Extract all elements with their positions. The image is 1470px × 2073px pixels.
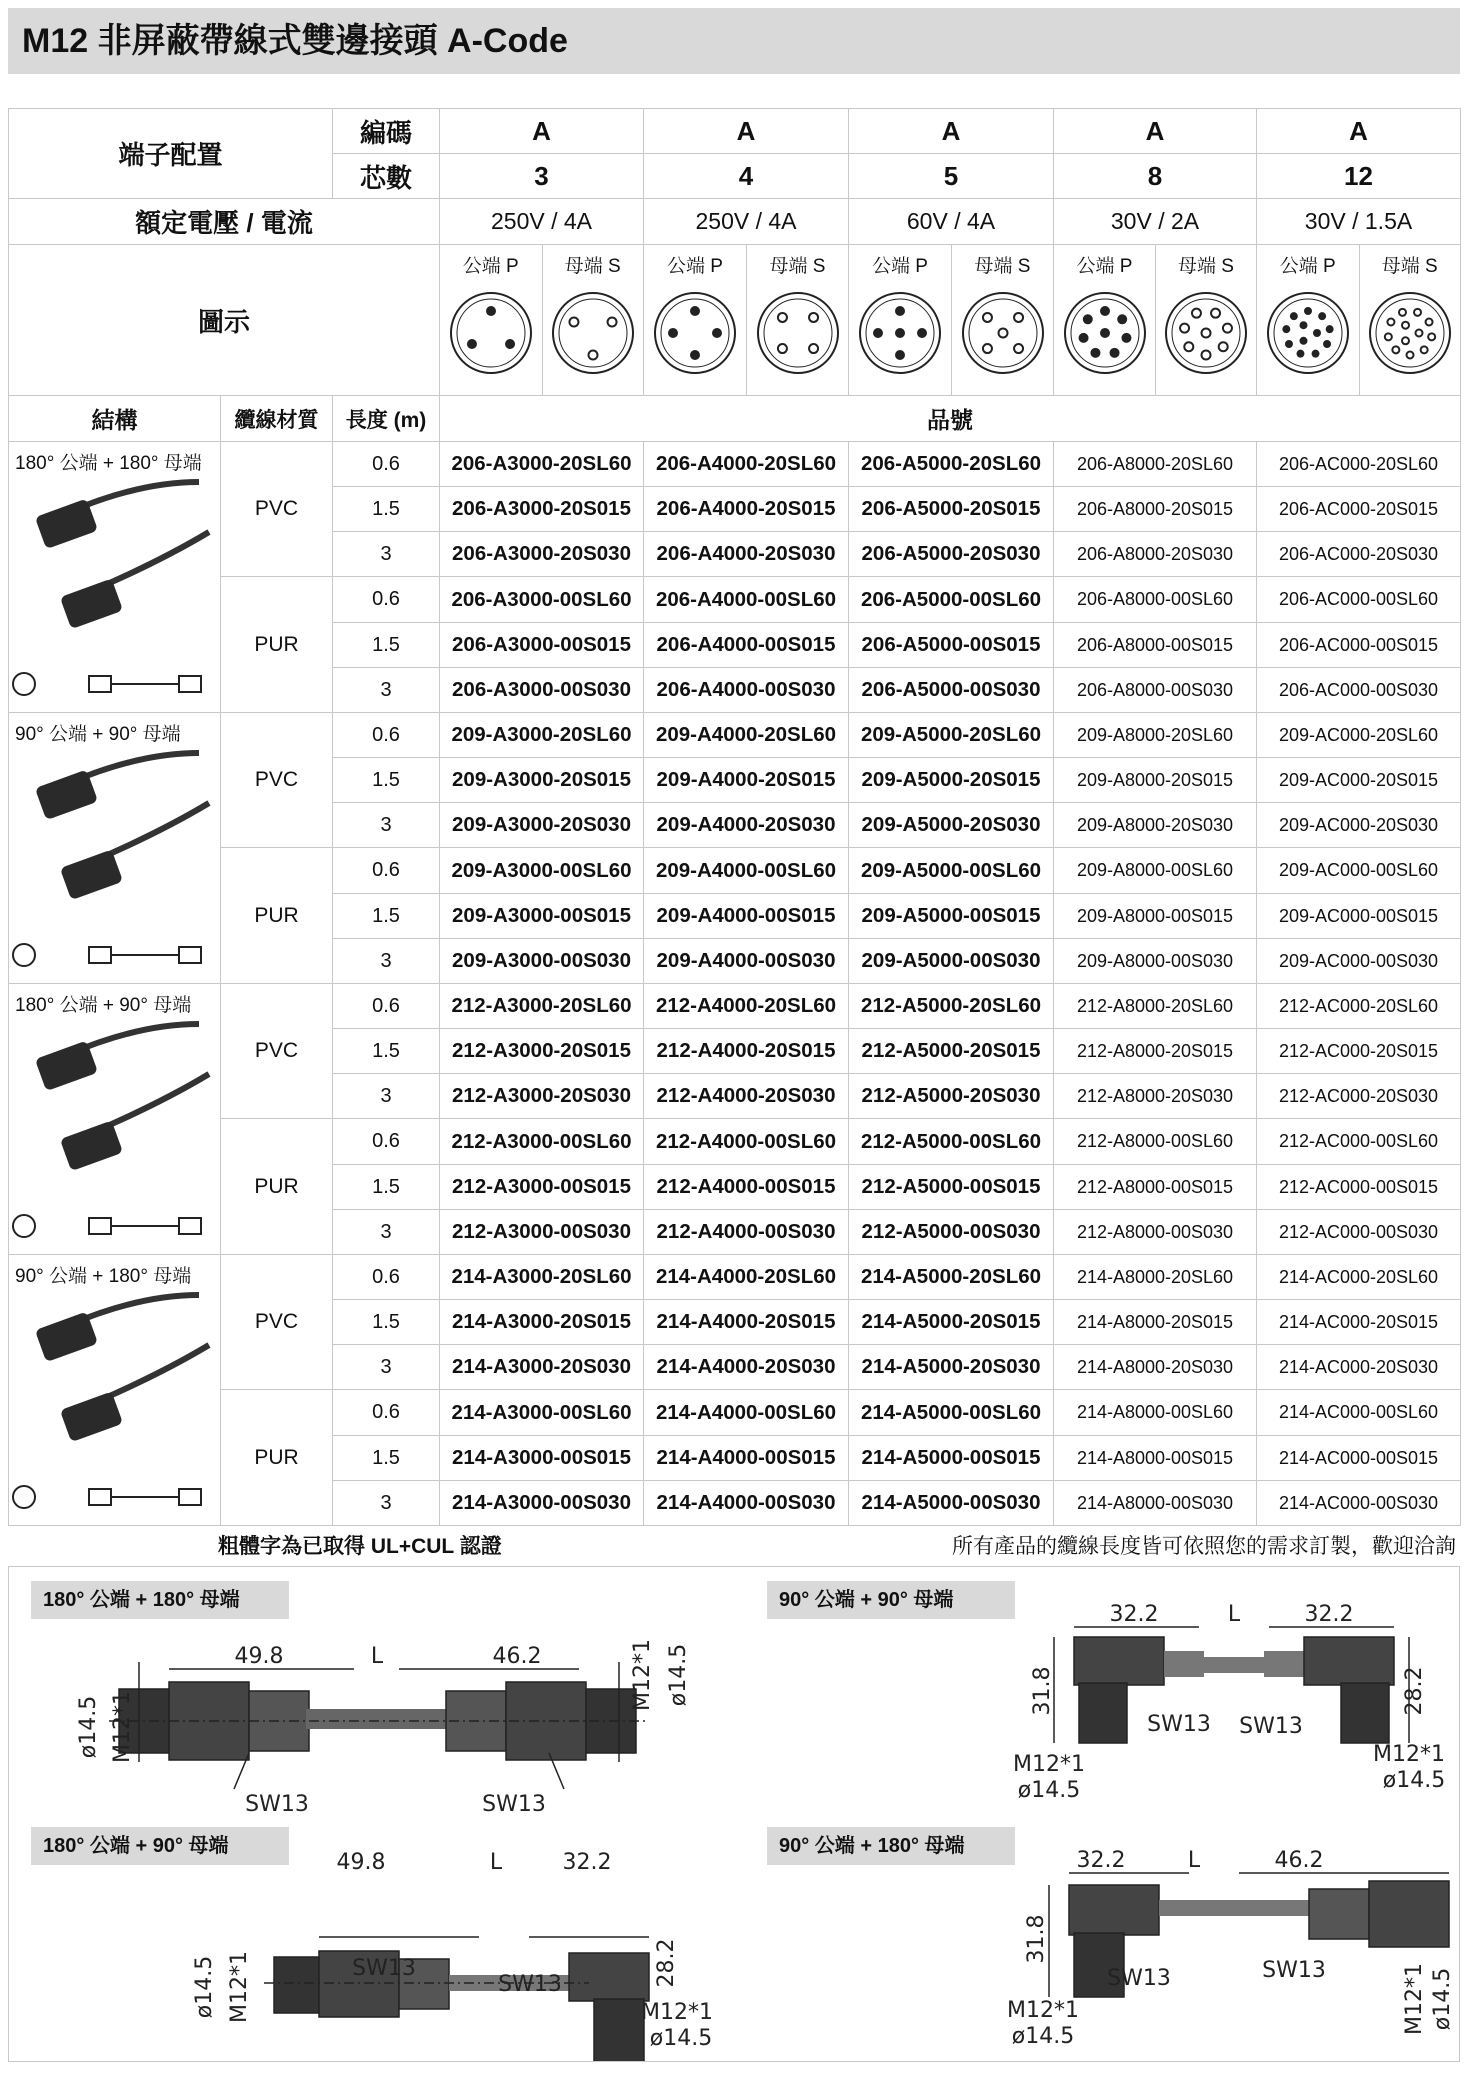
structure-cell: [9, 1255, 221, 1526]
cable-label: 纜線材質: [221, 396, 333, 442]
material-cell: PUR: [221, 1390, 333, 1526]
part-number-cell: 209-A3000-20S015: [440, 758, 644, 803]
structure-cell: [9, 713, 221, 984]
female-label: 母端 S: [974, 256, 1031, 277]
dim-text: 28.2: [1402, 1666, 1427, 1716]
length-cell: 0.6: [333, 713, 440, 758]
dim-text: SW13: [1262, 1958, 1326, 1983]
part-number-cell: 212-A8000-20SL60: [1054, 984, 1257, 1029]
custom-length-note: 所有產品的纜線長度皆可依照您的需求訂製，歡迎洽詢: [952, 1535, 1456, 1558]
pin-figure-cell: [440, 245, 644, 396]
part-number-cell: 212-AC000-00SL60: [1257, 1119, 1461, 1165]
part-number-cell: 209-A3000-20SL60: [440, 713, 644, 758]
part-number-cell: 214-A3000-20SL60: [440, 1255, 644, 1300]
dim-text: ø14.5: [1382, 1768, 1446, 1793]
part-number-cell: 214-A5000-20SL60: [849, 1255, 1054, 1300]
dim-text: L: [370, 1644, 384, 1669]
dimension-svg: [9, 1567, 1459, 2061]
length-cell: 0.6: [333, 442, 440, 487]
part-number-cell: 212-A4000-00S030: [644, 1210, 849, 1255]
table-row: [9, 713, 1461, 758]
part-number-cell: 209-A8000-00SL60: [1054, 848, 1257, 894]
table-row: [9, 1390, 1461, 1436]
cores-value: 8: [1054, 154, 1257, 199]
part-number-cell: 214-A3000-00SL60: [440, 1390, 644, 1436]
table-row: [9, 442, 1461, 487]
dim-text: L: [489, 1850, 503, 1875]
part-number-cell: 209-AC000-00S015: [1257, 894, 1461, 939]
dim-text: SW13: [352, 1956, 416, 1981]
male-pin-icon: [855, 288, 945, 378]
cable-assembly-icon: [9, 442, 219, 712]
length-cell: 1.5: [333, 894, 440, 939]
part-number-cell: 212-A3000-20SL60: [440, 984, 644, 1029]
part-number-cell: 206-A4000-20S015: [644, 487, 849, 532]
cores-value: 3: [440, 154, 644, 199]
part-number-cell: 206-A8000-20SL60: [1054, 442, 1257, 487]
part-number-cell: 214-A4000-20SL60: [644, 1255, 849, 1300]
female-pin-icon: [548, 288, 638, 378]
part-number-cell: 212-A3000-00S030: [440, 1210, 644, 1255]
part-number-cell: 206-A8000-00S015: [1054, 623, 1257, 668]
drawing-label: 90° 公端 + 180° 母端: [767, 1827, 1015, 1865]
male-pin-icon: [446, 288, 536, 378]
length-cell: 1.5: [333, 758, 440, 803]
part-number-cell: 206-A3000-20S030: [440, 532, 644, 577]
part-number-cell: 214-A3000-00S015: [440, 1436, 644, 1481]
part-number-cell: 212-A3000-00S015: [440, 1165, 644, 1210]
part-number-cell: 214-AC000-20S030: [1257, 1345, 1461, 1390]
drawing-label: 180° 公端 + 90° 母端: [31, 1827, 289, 1865]
part-number-cell: 212-A8000-00S030: [1054, 1210, 1257, 1255]
pin-config-label: 端子配置: [9, 109, 333, 199]
part-number-cell: 212-A5000-20S030: [849, 1074, 1054, 1119]
pin-figure-cell: [1257, 245, 1461, 396]
part-number-cell: 214-A5000-20S030: [849, 1345, 1054, 1390]
dim-text: L: [1227, 1602, 1241, 1627]
cores-value: 12: [1257, 154, 1461, 199]
cores-value: 5: [849, 154, 1054, 199]
female-label: 母端 S: [1178, 256, 1234, 277]
dimension-drawings: [8, 1566, 1460, 2062]
part-number-cell: 209-A8000-00S030: [1054, 939, 1257, 984]
female-label: 母端 S: [564, 256, 621, 277]
structure-label: 結構: [9, 396, 221, 442]
part-number-cell: 212-A3000-00SL60: [440, 1119, 644, 1165]
length-cell: 1.5: [333, 487, 440, 532]
part-number-cell: 209-AC000-20SL60: [1257, 713, 1461, 758]
female-pin-icon: [1365, 288, 1455, 378]
female-label: 母端 S: [769, 256, 826, 277]
male-label: 公端 P: [462, 256, 519, 277]
dim-text: M12*1: [1373, 1742, 1445, 1767]
structure-label: 90° 公端 + 90° 母端: [15, 724, 181, 745]
length-cell: 3: [333, 532, 440, 577]
part-number-cell: 209-A4000-00S030: [644, 939, 849, 984]
part-number-cell: 209-AC000-00SL60: [1257, 848, 1461, 894]
part-number-cell: 209-A8000-20S015: [1054, 758, 1257, 803]
code-value: A: [440, 109, 644, 154]
code-value: A: [1257, 109, 1461, 154]
part-number-cell: 206-A5000-20S015: [849, 487, 1054, 532]
cable-assembly-icon: [9, 713, 219, 983]
part-number-cell: 206-A8000-20S030: [1054, 532, 1257, 577]
length-cell: 3: [333, 939, 440, 984]
part-number-cell: 212-A5000-20SL60: [849, 984, 1054, 1029]
part-number-cell: 212-A5000-20S015: [849, 1029, 1054, 1074]
part-number-cell: 214-AC000-00S030: [1257, 1481, 1461, 1526]
part-number-cell: 214-A5000-00SL60: [849, 1390, 1054, 1436]
dim-text: M12*1: [1007, 1998, 1079, 2023]
part-number-cell: 209-A3000-20S030: [440, 803, 644, 848]
rating-value: 250V / 4A: [644, 199, 849, 245]
length-cell: 3: [333, 1210, 440, 1255]
male-pin-icon: [1060, 288, 1150, 378]
dim-text: M12*1: [227, 1951, 252, 2023]
part-number-cell: 214-A8000-20S030: [1054, 1345, 1257, 1390]
part-number-cell: 206-A8000-00SL60: [1054, 577, 1257, 623]
part-number-cell: 212-A4000-00S015: [644, 1165, 849, 1210]
part-number-cell: 209-A8000-00S015: [1054, 894, 1257, 939]
part-number-cell: 206-A5000-00S030: [849, 668, 1054, 713]
part-number-cell: 209-A5000-20S030: [849, 803, 1054, 848]
drawing-straight-right: [264, 1937, 649, 2061]
table-row: [9, 1255, 1461, 1300]
part-number-cell: 214-A8000-00SL60: [1054, 1390, 1257, 1436]
part-number-cell: 214-A8000-20S015: [1054, 1300, 1257, 1345]
part-number-cell: 209-A8000-20SL60: [1054, 713, 1257, 758]
drawing-straight-straight: [109, 1662, 649, 1789]
code-value: A: [1054, 109, 1257, 154]
dim-text: SW13: [245, 1792, 309, 1817]
dim-text: ø14.5: [649, 2026, 713, 2051]
structure-label: 180° 公端 + 90° 母端: [15, 995, 192, 1016]
part-number-cell: 209-A3000-00S030: [440, 939, 644, 984]
part-number-cell: 212-AC000-00S030: [1257, 1210, 1461, 1255]
dim-text: 46.2: [1274, 1848, 1324, 1873]
dim-text: ø14.5: [666, 1643, 691, 1707]
part-number-cell: 206-A8000-20S015: [1054, 487, 1257, 532]
figure-label: 圖示: [9, 245, 440, 396]
material-cell: PVC: [221, 984, 333, 1119]
part-number-cell: 209-A5000-00S015: [849, 894, 1054, 939]
part-number-cell: 212-A8000-00SL60: [1054, 1119, 1257, 1165]
dim-text: 32.2: [1109, 1602, 1159, 1627]
dim-text: 49.8: [336, 1850, 386, 1875]
female-label: 母端 S: [1381, 256, 1438, 277]
dim-text: 32.2: [562, 1850, 612, 1875]
part-number-cell: 212-A4000-20S015: [644, 1029, 849, 1074]
male-pin-icon: [650, 288, 740, 378]
part-number-cell: 214-AC000-00S015: [1257, 1436, 1461, 1481]
part-number-cell: 209-A5000-00SL60: [849, 848, 1054, 894]
part-number-cell: 209-A4000-20S030: [644, 803, 849, 848]
dim-text: 32.2: [1076, 1848, 1126, 1873]
part-number-cell: 212-A8000-20S015: [1054, 1029, 1257, 1074]
part-number-cell: 206-AC000-00S015: [1257, 623, 1461, 668]
pin-figure-cell: [1054, 245, 1257, 396]
cores-value: 4: [644, 154, 849, 199]
part-number-cell: 214-A8000-00S015: [1054, 1436, 1257, 1481]
material-cell: PUR: [221, 577, 333, 713]
part-number-cell: 209-AC000-20S030: [1257, 803, 1461, 848]
table-row: [9, 848, 1461, 894]
cable-assembly-icon: [9, 1255, 219, 1525]
part-number-cell: 212-A3000-20S030: [440, 1074, 644, 1119]
part-number-cell: 214-A4000-00S030: [644, 1481, 849, 1526]
female-pin-icon: [753, 288, 843, 378]
male-pin-icon: [1263, 288, 1353, 378]
part-number-cell: 209-A3000-00S015: [440, 894, 644, 939]
length-cell: 0.6: [333, 984, 440, 1029]
part-number-cell: 209-A4000-00SL60: [644, 848, 849, 894]
dim-text: 46.2: [492, 1644, 542, 1669]
length-cell: 0.6: [333, 848, 440, 894]
dim-text: 28.2: [654, 1938, 679, 1988]
part-number-cell: 206-AC000-20S030: [1257, 532, 1461, 577]
part-number-cell: 209-A5000-20SL60: [849, 713, 1054, 758]
part-number-cell: 206-AC000-20S015: [1257, 487, 1461, 532]
structure-label: 90° 公端 + 180° 母端: [15, 1266, 192, 1287]
length-cell: 1.5: [333, 1165, 440, 1210]
length-cell: 1.5: [333, 1029, 440, 1074]
dim-text: M12*1: [110, 1691, 135, 1763]
part-number-cell: 212-A4000-20S030: [644, 1074, 849, 1119]
part-number-cell: 214-A3000-00S030: [440, 1481, 644, 1526]
part-number-cell: 214-A5000-00S015: [849, 1436, 1054, 1481]
part-number-cell: 214-AC000-20SL60: [1257, 1255, 1461, 1300]
part-number-cell: 206-A3000-20SL60: [440, 442, 644, 487]
part-number-cell: 214-A4000-00S015: [644, 1436, 849, 1481]
part-number-cell: 212-AC000-20SL60: [1257, 984, 1461, 1029]
length-cell: 1.5: [333, 1300, 440, 1345]
male-label: 公端 P: [872, 256, 928, 277]
rated-label: 額定電壓 / 電流: [9, 199, 440, 245]
length-cell: 1.5: [333, 623, 440, 668]
length-cell: 3: [333, 803, 440, 848]
female-pin-icon: [1161, 288, 1251, 378]
part-number-cell: 214-AC000-00SL60: [1257, 1390, 1461, 1436]
part-number-cell: 209-A5000-20S015: [849, 758, 1054, 803]
part-number-cell: 214-A8000-20SL60: [1054, 1255, 1257, 1300]
rating-value: 250V / 4A: [440, 199, 644, 245]
length-cell: 3: [333, 668, 440, 713]
part-number-cell: 214-A4000-20S030: [644, 1345, 849, 1390]
length-cell: 3: [333, 1481, 440, 1526]
male-label: 公端 P: [667, 256, 723, 277]
part-number-cell: 214-A5000-20S015: [849, 1300, 1054, 1345]
part-number-cell: 206-AC000-00SL60: [1257, 577, 1461, 623]
part-number-cell: 214-A8000-00S030: [1054, 1481, 1257, 1526]
drawing-label: 90° 公端 + 90° 母端: [767, 1581, 1015, 1619]
dim-text: 49.8: [234, 1644, 284, 1669]
part-number-cell: 206-A8000-00S030: [1054, 668, 1257, 713]
dim-text: M12*1: [1402, 1963, 1427, 2035]
rating-value: 30V / 1.5A: [1257, 199, 1461, 245]
length-label: 長度 (m): [333, 396, 440, 442]
part-number-cell: 206-A4000-00S015: [644, 623, 849, 668]
part-number-cell: 206-A4000-00S030: [644, 668, 849, 713]
dim-text: M12*1: [1013, 1752, 1085, 1777]
part-number-cell: 206-A3000-00S015: [440, 623, 644, 668]
dim-text: ø14.5: [1017, 1778, 1081, 1803]
dim-text: 31.8: [1030, 1666, 1055, 1716]
dim-text: M12*1: [641, 2000, 713, 2025]
table-row: [9, 984, 1461, 1029]
part-number-cell: 212-A4000-00SL60: [644, 1119, 849, 1165]
part-number-cell: 206-A5000-00SL60: [849, 577, 1054, 623]
ul-note: 粗體字為已取得 UL+CUL 認證: [218, 1535, 502, 1558]
part-number-cell: 214-A3000-20S030: [440, 1345, 644, 1390]
part-number-cell: 212-AC000-00S015: [1257, 1165, 1461, 1210]
length-cell: 3: [333, 1074, 440, 1119]
code-value: A: [644, 109, 849, 154]
part-number-cell: 214-A4000-00SL60: [644, 1390, 849, 1436]
code-label: 編碼: [333, 109, 440, 154]
cores-label: 芯數: [333, 154, 440, 199]
table-row: [9, 1119, 1461, 1165]
part-number-cell: 212-A5000-00S030: [849, 1210, 1054, 1255]
part-number-cell: 212-AC000-20S030: [1257, 1074, 1461, 1119]
part-number-cell: 206-A5000-00S015: [849, 623, 1054, 668]
male-label: 公端 P: [1076, 256, 1133, 277]
title-bar: [8, 8, 1460, 74]
part-number-cell: 214-A5000-00S030: [849, 1481, 1054, 1526]
part-number-cell: 209-A8000-20S030: [1054, 803, 1257, 848]
part-number-cell: 209-A5000-00S030: [849, 939, 1054, 984]
dim-text: SW13: [1239, 1714, 1303, 1739]
material-cell: PVC: [221, 1255, 333, 1390]
dim-text: ø14.5: [192, 1955, 217, 2019]
part-number-cell: 212-A5000-00S015: [849, 1165, 1054, 1210]
dim-text: SW13: [498, 1972, 562, 1997]
part-number-cell: 209-A4000-20S015: [644, 758, 849, 803]
dim-text: ø14.5: [76, 1695, 101, 1759]
part-number-cell: 209-A4000-00S015: [644, 894, 849, 939]
page-title: M12 非屏蔽帶線式雙邊接頭 A-Code: [22, 22, 568, 60]
dim-text: L: [1187, 1848, 1201, 1873]
part-number-cell: 209-A4000-20SL60: [644, 713, 849, 758]
dim-text: 32.2: [1304, 1602, 1354, 1627]
part-number-cell: 212-A5000-00SL60: [849, 1119, 1054, 1165]
pin-figure-cell: [849, 245, 1054, 396]
part-number-cell: 206-A3000-00SL60: [440, 577, 644, 623]
length-cell: 1.5: [333, 1436, 440, 1481]
dim-text: 31.8: [1024, 1914, 1049, 1964]
structure-cell: [9, 442, 221, 713]
length-cell: 0.6: [333, 577, 440, 623]
material-cell: PUR: [221, 848, 333, 984]
part-number-cell: 206-A3000-20S015: [440, 487, 644, 532]
female-pin-icon: [958, 288, 1048, 378]
drawing-label: 180° 公端 + 180° 母端: [31, 1581, 289, 1619]
rating-value: 60V / 4A: [849, 199, 1054, 245]
material-cell: PVC: [221, 442, 333, 577]
part-number-cell: 206-A5000-20S030: [849, 532, 1054, 577]
part-number-cell: 212-AC000-20S015: [1257, 1029, 1461, 1074]
structure-label: 180° 公端 + 180° 母端: [15, 453, 202, 474]
length-cell: 0.6: [333, 1390, 440, 1436]
part-label: 品號: [440, 396, 1461, 442]
part-number-cell: 212-A8000-20S030: [1054, 1074, 1257, 1119]
dim-text: SW13: [482, 1792, 546, 1817]
part-number-cell: 212-A3000-20S015: [440, 1029, 644, 1074]
part-number-cell: 209-AC000-00S030: [1257, 939, 1461, 984]
pin-figure-cell: [644, 245, 849, 396]
part-number-cell: 206-A4000-00SL60: [644, 577, 849, 623]
part-number-cell: 209-A3000-00SL60: [440, 848, 644, 894]
length-cell: 0.6: [333, 1119, 440, 1165]
part-number-cell: 206-A4000-20S030: [644, 532, 849, 577]
part-number-cell: 209-AC000-20S015: [1257, 758, 1461, 803]
structure-cell: [9, 984, 221, 1255]
part-number-cell: 212-A8000-00S015: [1054, 1165, 1257, 1210]
cable-assembly-icon: [9, 984, 219, 1254]
length-cell: 0.6: [333, 1255, 440, 1300]
part-number-cell: 206-AC000-20SL60: [1257, 442, 1461, 487]
part-number-cell: 214-A4000-20S015: [644, 1300, 849, 1345]
dim-text: SW13: [1107, 1966, 1171, 1991]
code-value: A: [849, 109, 1054, 154]
dim-text: M12*1: [630, 1639, 655, 1711]
part-number-cell: 206-A3000-00S030: [440, 668, 644, 713]
drawing-right-right: [1054, 1627, 1409, 1743]
dim-text: ø14.5: [1011, 2024, 1075, 2049]
spec-table: [8, 108, 1461, 1526]
part-number-cell: 212-A4000-20SL60: [644, 984, 849, 1029]
part-number-cell: 206-A5000-20SL60: [849, 442, 1054, 487]
length-cell: 3: [333, 1345, 440, 1390]
dim-text: SW13: [1147, 1712, 1211, 1737]
table-row: [9, 577, 1461, 623]
male-label: 公端 P: [1279, 256, 1336, 277]
rating-value: 30V / 2A: [1054, 199, 1257, 245]
part-number-cell: 214-AC000-20S015: [1257, 1300, 1461, 1345]
part-number-cell: 206-A4000-20SL60: [644, 442, 849, 487]
part-number-cell: 206-AC000-00S030: [1257, 668, 1461, 713]
part-number-cell: 214-A3000-20S015: [440, 1300, 644, 1345]
dim-text: ø14.5: [1430, 1967, 1455, 2031]
material-cell: PVC: [221, 713, 333, 848]
material-cell: PUR: [221, 1119, 333, 1255]
